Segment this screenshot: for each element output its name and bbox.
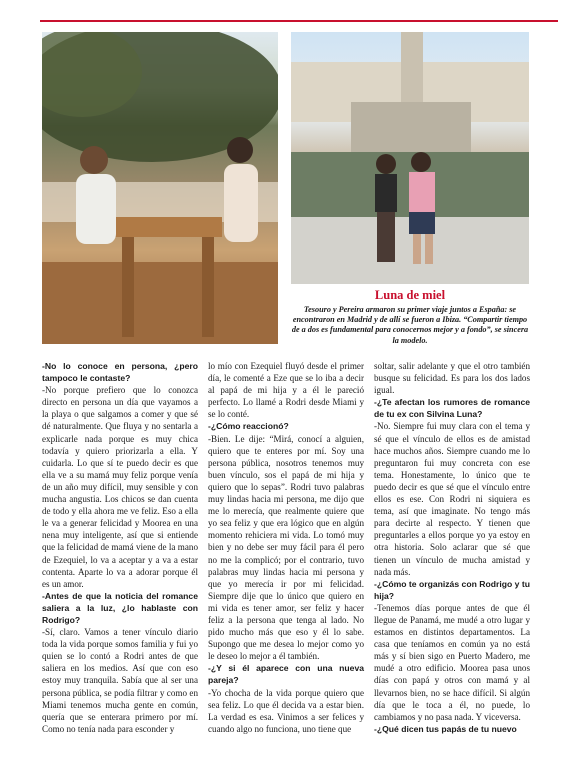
interview-answer: -Bien. Le dije: “Mirá, conocí a alguien, quiero que te enteres por mí. Soy una persona pública, nosotros tenemos muy buen vínculo, sos el papá de mi hija y quiero que lo sepas”. Rodri tuvo palabras muy lindas hacia mi persona, me dijo que me lo merecía, que realmente quiere que yo sea feliz y que era lógico que en algún momento rehiciera mi vida. Lo tomó muy bien y no debe ser muy fácil para él pero no me la complicó; por el contrario, tuvo palabras muy lindas hacia mi persona y que yo merecía ir por mi felicidad. Siempre dije que lo único que quiero en mi vida es tener amor, ser feliz y hacer feliz a la persona que tenga al lado. No pido mucho más que eso y él lo sabe. Supongo que me desea lo mejor como yo le deseo lo mejor a él también.	[208, 433, 364, 662]
article-column-2	[208, 360, 364, 735]
interview-answer: lo mío con Ezequiel fluyó desde el primer día, le comenté a Eze que se lo iba a decir al papá de mi hija y a él le pareció perfecto. Lo llamé a Rodri desde Miami y se lo conté.	[208, 361, 364, 420]
article-column-1	[42, 360, 198, 735]
caption-text: Tesouro y Pereira armaron su primer viaje juntos a España: se encontraron en Madrid y de allí se fueron a Ibiza. “Compartir tiempo de a dos es fundamental para conocernos mejor y a fondo”, se sincera la modelo.	[291, 305, 529, 345]
interview-answer: soltar, salir adelante y que el otro también busque su felicidad. Es para los dos lados igual.	[374, 361, 530, 396]
article-column-3	[374, 360, 530, 735]
couple-table-photo	[42, 32, 278, 344]
interview-question: -Antes de que la noticia del romance saliera a la luz, ¿lo hablaste con Rodrigo?	[42, 590, 198, 625]
photo-caption	[291, 288, 529, 346]
interview-question: -¿Cómo te organizás con Rodrigo y tu hija?	[374, 578, 530, 601]
interview-answer: -No. Siempre fui muy clara con el tema y sé que el vínculo de ellos es de amistad hace muchos años. Siempre cuando me lo preguntaron fui muy concreta con ese tema. Honestamente, lo único que te puedo decir es que sé que el vínculo entre ellos es ese. Con Rodri ni siquiera es tema, así que imaginate. No tengo más para decirte al respecto. Y tienen que preguntarles a ellos porque yo ya estoy en otra historia. Solo aclarar que sé que tienen un vínculo de mucha amistad y nada más.	[374, 421, 530, 577]
interview-answer: -No porque prefiero que lo conozca directo en persona un día que vayamos a la playa o que salgamos a comer y que sé dé naturalmente. Que fluya y no sentarla a explicarle nada porque es muy chica todavía y quiero priorizarla a ella. Y cuidarla. Lo que sí te puedo decir es que ella ve a su mamá muy feliz porque venía de un año muy difícil, muy sensible y con mucha angustia. Los chicos se dan cuenta de todo y ella ahora me ve feliz. Eso a ella le va a generar felicidad y Moorea en una nena muy inteligente, así que si entiende que la felicidad de mamá viene de la mano de Ezequiel, lo va a aceptar y a va a estar contenta. Aparte lo va a adorar porque él es un amor.	[42, 385, 198, 589]
interview-answer: -Sí, claro. Vamos a tener vínculo diario toda la vida porque somos familia y fui yo quien se lo contó a Rodri antes de que saliera en los medios. Así que con eso estoy muy tranquila. Sabía que al ser una persona pública, se podía filtrar y como en Miami tenemos mucha gente en común, quería que se enterara primero por mí. Como no tenía nada para esconder y	[42, 627, 198, 734]
interview-question: -No lo conoce en persona, ¿pero tampoco le contaste?	[42, 361, 198, 384]
couple-fountain-illustration	[291, 32, 529, 284]
top-rule	[40, 20, 558, 22]
interview-question: -¿Cómo reaccionó?	[208, 421, 289, 432]
caption-title: Luna de miel	[374, 288, 446, 302]
interview-answer: -Yo chocha de la vida porque quiero que sea feliz. Lo que él decida va a estar bien. La verdad es esa. Vinimos a ser felices y cuando algo no funciona, uno tiene que	[208, 687, 364, 734]
interview-question: -¿Qué dicen tus papás de tu nuevo	[374, 723, 517, 734]
couple-fountain-photo	[291, 32, 529, 284]
couple-table-illustration	[42, 32, 278, 344]
interview-answer: -Tenemos días porque antes de que él llegue de Panamá, me mudé a otro lugar y estamos en distintos departamentos. La casa que teníamos en común ya no está más y sí bien sigo en Puerto Madero, me mudé a otro edificio. Moorea pasa unos días con papá y otros con mamá y al llevarnos bien, no se hace difícil. Si algún día que le toca a él, no puede, lo cambiamos y no pasa nada. Y viceversa.	[374, 602, 530, 722]
interview-question: -¿Y si él aparece con una nueva pareja?	[208, 663, 364, 686]
interview-question: -¿Te afectan los rumores de romance de tu ex con Silvina Luna?	[374, 397, 530, 420]
